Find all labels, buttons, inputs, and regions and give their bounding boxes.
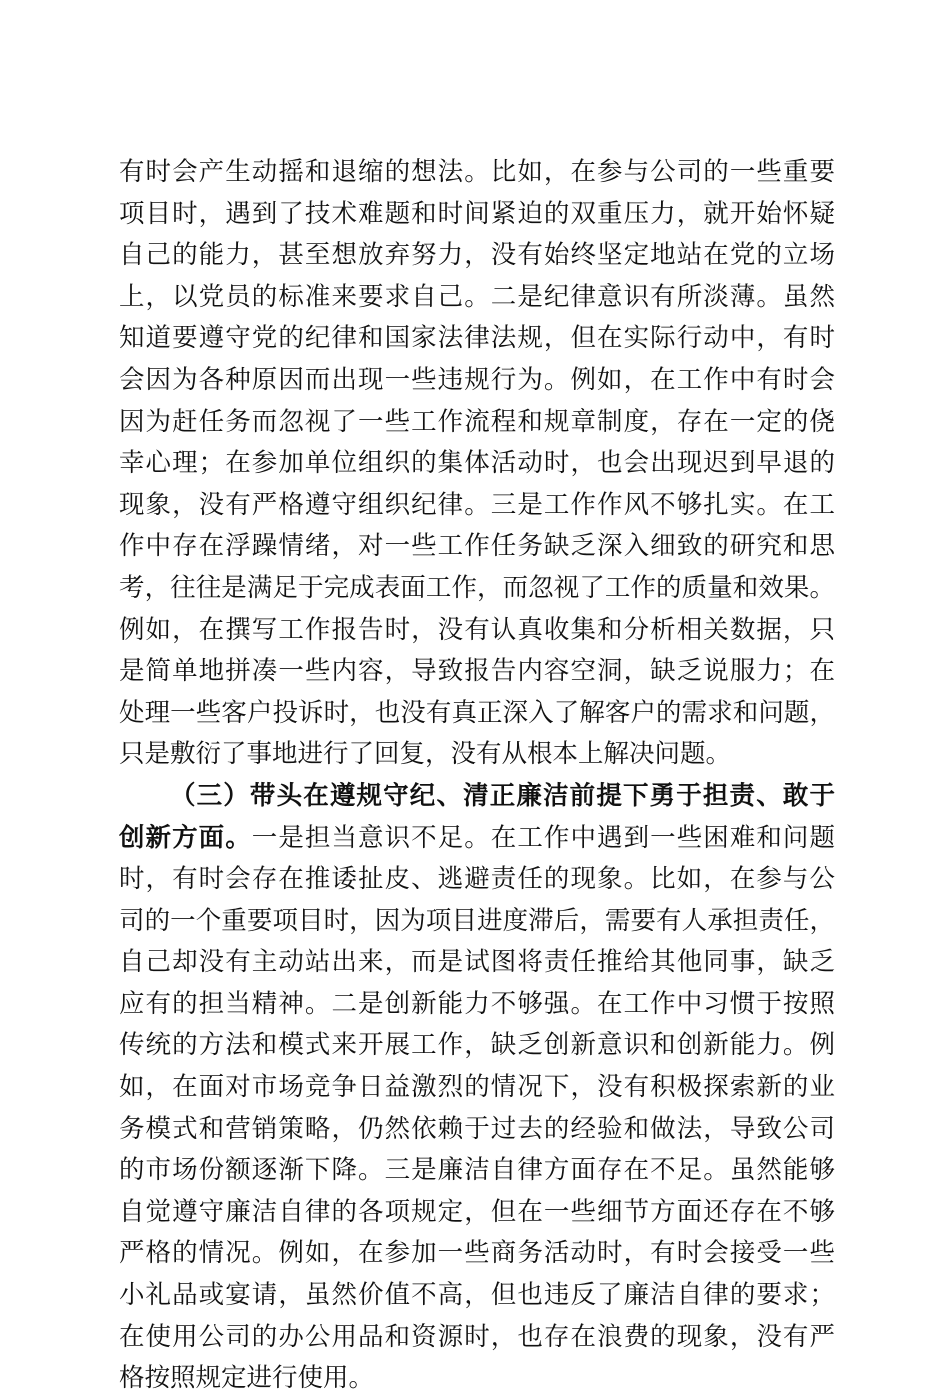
text-line: 会因为各种原因而出现一些违规行为。例如，在工作中有时会 (119, 364, 835, 395)
section-heading-continued: 创新方面。 (119, 822, 252, 853)
text-line: 司的一个重要项目时，因为项目进度滞后，需要有人承担责任， (119, 905, 835, 936)
text-line: 的市场份额逐渐下降。三是廉洁自律方面存在不足。虽然能够 (119, 1155, 835, 1186)
text-line: 自觉遵守廉洁自律的各项规定，但在一些细节方面还存在不够 (119, 1196, 835, 1227)
text-line: 处理一些客户投诉时，也没有真正深入了解客户的需求和问题， (119, 697, 835, 728)
text-line: 幸心理；在参加单位组织的集体活动时，也会出现迟到早退的 (119, 448, 835, 479)
text-line: 格按照规定进行使用。 (119, 1363, 375, 1394)
text-line: 如，在面对市场竞争日益激烈的情况下，没有积极探索新的业 (119, 1072, 835, 1103)
text-line: 在使用公司的办公用品和资源时，也存在浪费的现象，没有严 (119, 1321, 835, 1352)
text-line: 自己的能力，甚至想放弃努力，没有始终坚定地站在党的立场 (119, 240, 835, 271)
text-line: 自己却没有主动站出来，而是试图将责任推给其他同事，缺乏 (119, 947, 835, 978)
text-line: 因为赶任务而忽视了一些工作流程和规章制度，存在一定的侥 (119, 406, 835, 437)
document-body (119, 152, 835, 1400)
text-line: 应有的担当精神。二是创新能力不够强。在工作中习惯于按照 (119, 988, 835, 1019)
text-line: 只是敷衍了事地进行了回复，没有从根本上解决问题。 (119, 739, 732, 770)
text-line: 是简单地拼凑一些内容，导致报告内容空洞，缺乏说服力；在 (119, 656, 835, 687)
text-line: 严格的情况。例如，在参加一些商务活动时，有时会接受一些 (119, 1238, 835, 1269)
paragraph-1 (119, 152, 835, 776)
text-line: 作中存在浮躁情绪，对一些工作任务缺乏深入细致的研究和思 (119, 531, 835, 562)
text-line: 知道要遵守党的纪律和国家法律法规，但在实际行动中，有时 (119, 323, 835, 354)
text-line: 务模式和营销策略，仍然依赖于过去的经验和做法，导致公司 (119, 1113, 835, 1144)
text-line: 考，往往是满足于完成表面工作，而忽视了工作的质量和效果。 (119, 572, 835, 603)
text-line (119, 818, 835, 860)
text-line: 时，有时会存在推诿扯皮、逃避责任的现象。比如，在参与公 (119, 864, 835, 895)
paragraph-2 (119, 776, 835, 1400)
text-line: 现象，没有严格遵守组织纪律。三是工作作风不够扎实。在工 (119, 489, 835, 520)
text-span: 一是担当意识不足。在工作中遇到一些困难和问题 (251, 822, 835, 853)
text-line: 有时会产生动摇和退缩的想法。比如，在参与公司的一些重要 (119, 157, 835, 187)
text-line: 上，以党员的标准来要求自己。二是纪律意识有所淡薄。虽然 (119, 281, 835, 312)
text-line: 项目时，遇到了技术难题和时间紧迫的双重压力，就开始怀疑 (119, 198, 835, 229)
text-line: 传统的方法和模式来开展工作，缺乏创新意识和创新能力。例 (119, 1030, 835, 1061)
text-line: 例如，在撰写工作报告时，没有认真收集和分析相关数据，只 (119, 614, 835, 645)
text-line: 小礼品或宴请，虽然价值不高，但也违反了廉洁自律的要求； (119, 1280, 835, 1311)
section-heading: （三）带头在遵规守纪、清正廉洁前提下勇于担责、敢于 (170, 780, 835, 811)
